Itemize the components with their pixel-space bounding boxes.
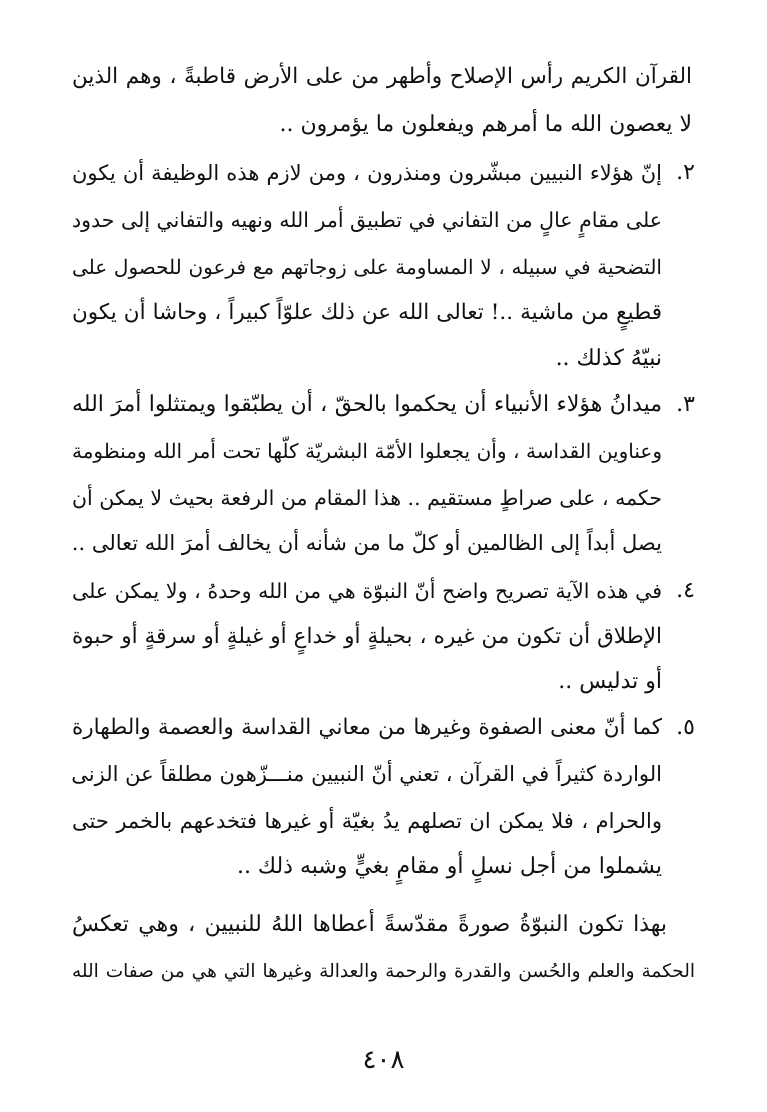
closing-line-2: الحكمة والعلم والحُسن والقدرة والرحمة والعدالة وغيرها التي هي من صفات الله xyxy=(72,961,695,982)
page-number: ٤٠٨ xyxy=(362,1045,405,1075)
item-number-5: ٥. xyxy=(676,715,695,740)
item-number-2: ٢. xyxy=(676,160,695,185)
item-2-line-2: على مقامٍ عالٍ من التفاني في تطبيق أمر الله ونهيه والتفاني إلى حدود xyxy=(72,208,662,232)
item-5-line-3: والحرام ، فلا يمكن ان تصلهم يدُ بغيّة أو غيرها فتخدعهم بالخمر حتى xyxy=(72,809,662,833)
item-4-line-3: أو تدليس .. xyxy=(558,669,662,694)
item-number-4: ٤. xyxy=(676,578,695,603)
item-number-3: ٣. xyxy=(676,392,695,417)
item-5-line-1: كما أنّ معنى الصفوة وغيرها من معاني القداسة والعصمة والطهارة xyxy=(72,715,662,740)
item-3-line-3: حكمه ، على صراطٍ مستقيم .. هذا المقام من الرفعة بحيث لا يمكن أن xyxy=(72,486,662,510)
item-3-line-2: وعناوين القداسة ، وأن يجعلوا الأمّة البشريّة كلّها تحت أمر الله ومنظومة xyxy=(72,439,662,463)
item-5-line-2: الواردة كثيراً في القرآن ، تعني أنّ النبيين منـــزّهون مطلقاً عن الزنى xyxy=(71,762,662,786)
item-5-line-4: يشملوا من أجل نسلٍ أو مقامٍ بغيٍّ وشبه ذلك .. xyxy=(236,854,662,879)
intro-line-2: لا يعصون الله ما أمرهم ويفعلون ما يؤمرون .. xyxy=(279,112,692,137)
item-3-line-4: يصل أبداً إلى الظالمين أو كلّ ما من شأنه أن يخالف أمرَ الله تعالى .. xyxy=(71,531,662,555)
item-2-line-5: نبيّهُ كذلك .. xyxy=(555,346,662,371)
closing-line-1: بهذا تكون النبوّةُ صورةً مقدّسةً أعطاها اللهُ للنبيين ، وهي تعكسُ xyxy=(72,912,667,937)
item-2-line-1: إنّ هؤلاء النبيين مبشّرون ومنذرون ، ومن لازم هذه الوظيفة أن يكون xyxy=(72,161,662,185)
item-3-line-1: ميدانُ هؤلاء الأنبياء أن يحكموا بالحقّ ، أن يطبّقوا ويمتثلوا أمرَ الله xyxy=(72,392,662,417)
intro-line-1: القرآن الكريم رأس الإصلاح وأطهر من على الأرض قاطبةً ، وهم الذين xyxy=(72,64,692,89)
item-2-line-3: التضحية في سبيله ، لا المساومة على زوجاتهم مع فرعون للحصول على xyxy=(72,255,662,279)
item-2-line-4: قطيعٍ من ماشية ..! تعالى الله عن ذلك علوّاً كبيراً ، وحاشا أن يكون xyxy=(72,300,662,325)
item-4-line-2: الإطلاق أن تكون من غيره ، بحيلةٍ أو خداعٍ أو غيلةٍ أو سرقةٍ أو حبوة xyxy=(72,624,662,649)
item-4-line-1: في هذه الآية تصريح واضح أنّ النبوّة هي من الله وحدهُ ، ولا يمكن على xyxy=(72,579,662,603)
